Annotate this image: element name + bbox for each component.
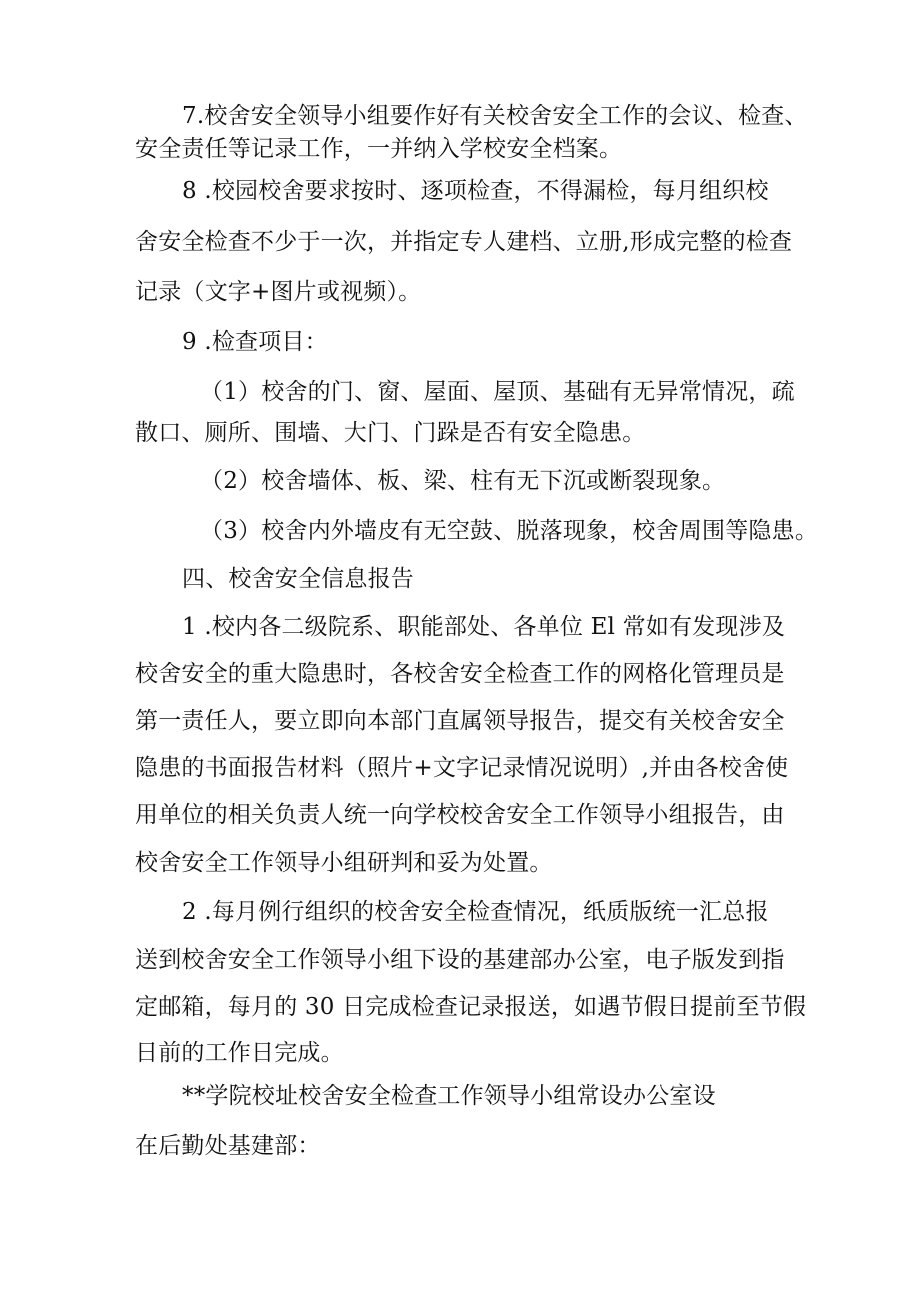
text-line: 2 .每月例行组织的校舍安全检查情况，纸质版统一汇总报	[182, 899, 769, 925]
text-line: 定邮箱，每月的 30 日完成检查记录报送，如遇节假日提前至节假	[135, 994, 807, 1020]
text-line: 用单位的相关负责人统一向学校校舍安全工作领导小组报告，由	[135, 802, 785, 828]
text-line: 舍安全检查不少于一次，并指定专人建档、立册,形成完整的检查	[135, 229, 793, 255]
text-line: 7.校舍安全领导小组要作好有关校舍安全工作的会议、检查、	[182, 103, 808, 129]
text-line: 安全责任等记录工作，一并纳入学校安全档案。	[135, 136, 623, 162]
text-line: 校舍安全工作领导小组研判和妥为处置。	[135, 850, 553, 876]
section-heading: 四、校舍安全信息报告	[182, 566, 414, 592]
text-line: （3）校舍内外墙皮有无空鼓、脱落现象，校舍周围等隐患。	[200, 518, 819, 544]
text-line: 送到校舍安全工作领导小组下设的基建部办公室，电子版发到指	[135, 947, 785, 973]
text-line: 隐患的书面报告材料（照片+文字记录情况说明）,并由各校舍使	[135, 755, 789, 781]
text-line: 校舍安全的重大隐患时，各校舍安全检查工作的网格化管理员是	[135, 661, 785, 687]
text-line: **学院校址校舍安全检查工作领导小组常设办公室设	[182, 1083, 716, 1109]
text-line: 8 .校园校舍要求按时、逐项检查，不得漏检，每月组织校	[182, 178, 769, 204]
text-line: （1）校舍的门、窗、屋面、屋顶、基础有无异常情况，疏	[200, 379, 795, 405]
text-line: 记录（文字+图片或视频）。	[135, 279, 422, 305]
text-line: 9 .检查项目：	[182, 329, 328, 355]
text-line: 第一责任人，要立即向本部门直属领导报告，提交有关校舍安全	[135, 708, 785, 734]
text-line: （2）校舍墙体、板、梁、柱有无下沉或断裂现象。	[200, 468, 726, 494]
text-line: 1 .校内各二级院系、职能部处、各单位 El 常如有发现涉及	[182, 614, 786, 640]
text-line: 日前的工作日完成。	[135, 1040, 344, 1066]
text-line: 散口、厕所、围墙、大门、门跺是否有安全隐患。	[135, 420, 646, 446]
text-line: 在后勤处基建部：	[135, 1133, 321, 1159]
